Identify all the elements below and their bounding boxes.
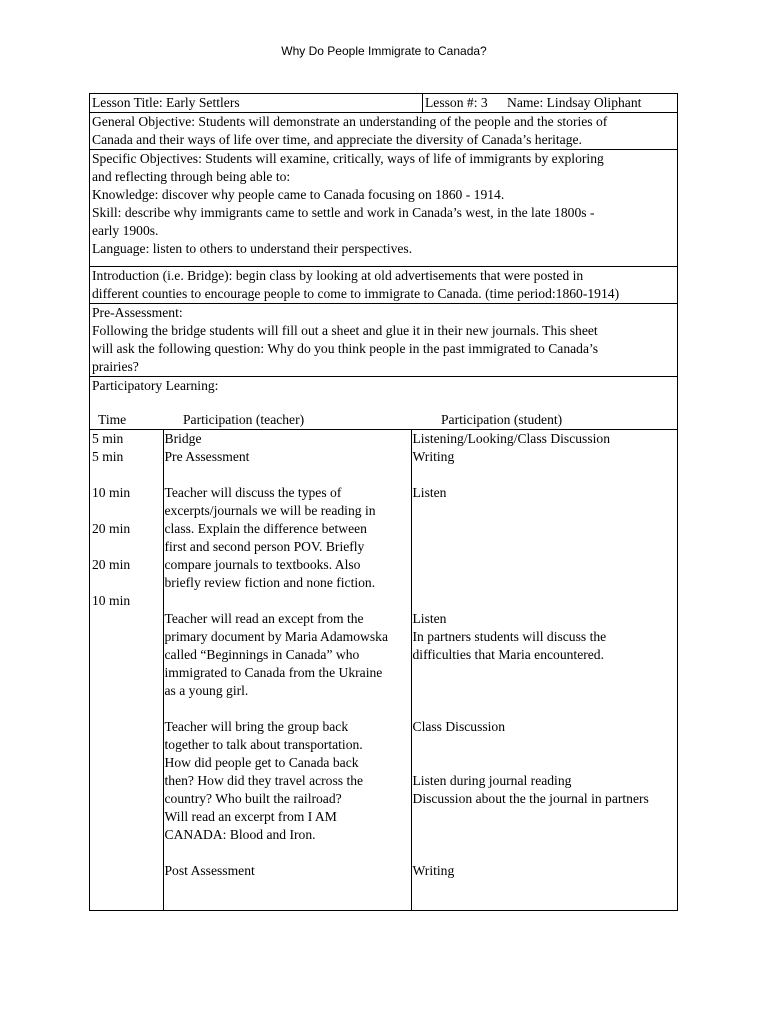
time-block: [92, 556, 163, 574]
teacher-line: Teacher will discuss the types of: [164, 485, 342, 500]
header-row: [90, 94, 678, 113]
student-line: [413, 826, 678, 844]
pre-assessment-line: will ask the following question: Why do you think people in the past immigrated to Canada’s: [92, 341, 599, 356]
student-line: [413, 736, 678, 754]
col-teacher-header: Participation (teacher): [183, 412, 305, 427]
student-block: [413, 610, 678, 700]
introduction-line: different counties to encourage people to come to immigrate to Canada. (time period:1860-1914): [92, 286, 620, 301]
teacher-line: called “Beginnings in Canada” who: [164, 647, 360, 662]
student-line: Writing: [412, 449, 455, 464]
time-line: 20 min: [92, 521, 131, 536]
schedule-table: [90, 429, 677, 910]
teacher-line: CANADA: Blood and Iron.: [164, 827, 316, 842]
teacher-block: [165, 484, 411, 592]
student-line: [413, 754, 678, 772]
specific-objectives-line: Language: listen to others to understand their perspectives.: [92, 241, 413, 256]
student-line: Listen: [412, 485, 447, 500]
col-time-header: Time: [98, 412, 127, 427]
student-block: [413, 484, 678, 592]
participatory-learning: [90, 377, 678, 911]
general-objective-line: Canada and their ways of life over time, and appreciate the diversity of Canada’s heritage.: [92, 132, 582, 147]
teacher-line: as a young girl.: [164, 683, 249, 698]
student-line: In partners students will discuss the: [412, 629, 607, 644]
student-line: [413, 664, 678, 682]
specific-objectives: [90, 150, 678, 267]
teacher-block: [165, 610, 411, 700]
teacher-line: compare journals to textbooks. Also: [164, 557, 361, 572]
teacher-line: Teacher will read an except from the: [164, 611, 364, 626]
teacher-column: [163, 430, 411, 911]
pre-assessment-row: [90, 304, 678, 377]
student-line: Writing: [412, 863, 455, 878]
teacher-line: briefly review fiction and none fiction.: [164, 575, 376, 590]
lesson-title: Lesson Title: Early Settlers: [92, 95, 240, 110]
teacher-line: then? How did they travel across the: [164, 773, 364, 788]
introduction: [90, 267, 678, 304]
student-line: [413, 502, 678, 520]
time-line: 5 min: [92, 431, 124, 446]
student-line: [413, 574, 678, 592]
time-block: [92, 592, 163, 610]
teacher-block: [165, 862, 411, 880]
student-column: [411, 430, 677, 911]
student-line: [413, 808, 678, 826]
student-line: [413, 520, 678, 538]
lesson-title-cell: [90, 94, 423, 113]
time-column: [90, 430, 163, 911]
specific-objectives-line: and reflecting through being able to:: [92, 169, 291, 184]
specific-objectives-line: early 1900s.: [92, 223, 159, 238]
teacher-line: first and second person POV. Briefly: [164, 539, 365, 554]
pre-assessment-line: Pre-Assessment:: [92, 305, 183, 320]
teacher-block: [165, 718, 411, 844]
student-line: Class Discussion: [412, 719, 506, 734]
teacher-line: primary document by Maria Adamowska: [164, 629, 388, 644]
time-line: 10 min: [92, 485, 131, 500]
student-line: Listen: [412, 611, 447, 626]
general-objective: [90, 113, 678, 150]
col-student-header: Participation (student): [441, 412, 563, 427]
introduction-line: Introduction (i.e. Bridge): begin class by looking at old advertisements that were posted in: [92, 268, 584, 283]
lesson-info-cell: [423, 94, 678, 113]
lesson-number: Lesson #: 3: [425, 95, 488, 110]
time-block: [92, 520, 163, 538]
student-block: [413, 430, 678, 466]
teacher-block: [165, 430, 411, 466]
specific-objectives-line: Specific Objectives: Students will examine, critically, ways of life of immigrants by exploring: [92, 151, 604, 166]
student-line: difficulties that Maria encountered.: [412, 647, 605, 662]
page-title: Why Do People Immigrate to Canada?: [281, 44, 487, 58]
student-line: [413, 682, 678, 700]
teacher-line: Will read an excerpt from I AM: [164, 809, 337, 824]
time-block: [92, 430, 163, 466]
teacher-line: Teacher will bring the group back: [164, 719, 349, 734]
time-block: [92, 484, 163, 502]
student-line: [413, 556, 678, 574]
teacher-line: excerpts/journals we will be reading in: [164, 503, 376, 518]
pre-assessment: [90, 304, 678, 377]
specific-objectives-line: Knowledge: discover why people came to Canada focusing on 1860 - 1914.: [92, 187, 505, 202]
student-block: [413, 862, 678, 880]
pre-assessment-line: Following the bridge students will fill out a sheet and glue it in their new journals. This sheet: [92, 323, 598, 338]
introduction-row: [90, 267, 678, 304]
teacher-line: Pre Assessment: [164, 449, 250, 464]
student-line: [413, 538, 678, 556]
teacher-line: immigrated to Canada from the Ukraine: [164, 665, 383, 680]
general-objective-line: General Objective: Students will demonstrate an understanding of the people and the stories of: [92, 114, 608, 129]
time-line: 5 min: [92, 449, 124, 464]
lesson-plan-table: [89, 93, 678, 911]
teacher-line: Bridge: [164, 431, 202, 446]
teacher-name: Name: Lindsay Oliphant: [507, 95, 642, 110]
participatory-label: Participatory Learning:: [92, 378, 219, 393]
teacher-line: How did people get to Canada back: [164, 755, 359, 770]
specific-objectives-row: [90, 150, 678, 267]
student-line: Discussion about the the journal in partners: [412, 791, 649, 806]
teacher-line: country? Who built the railroad?: [164, 791, 342, 806]
teacher-line: together to talk about transportation.: [164, 737, 363, 752]
teacher-line: Post Assessment: [164, 863, 255, 878]
teacher-line: class. Explain the difference between: [164, 521, 367, 536]
student-line: Listening/Looking/Class Discussion: [412, 431, 610, 446]
time-line: 10 min: [92, 593, 131, 608]
pre-assessment-line: prairies?: [92, 359, 139, 374]
student-line: Listen during journal reading: [412, 773, 572, 788]
general-objective-row: [90, 113, 678, 150]
student-block: [413, 718, 678, 844]
schedule-header: [90, 411, 677, 429]
participatory-row: [90, 377, 678, 911]
specific-objectives-line: Skill: describe why immigrants came to settle and work in Canada’s west, in the late 1800s -: [92, 205, 595, 220]
time-line: 20 min: [92, 557, 131, 572]
